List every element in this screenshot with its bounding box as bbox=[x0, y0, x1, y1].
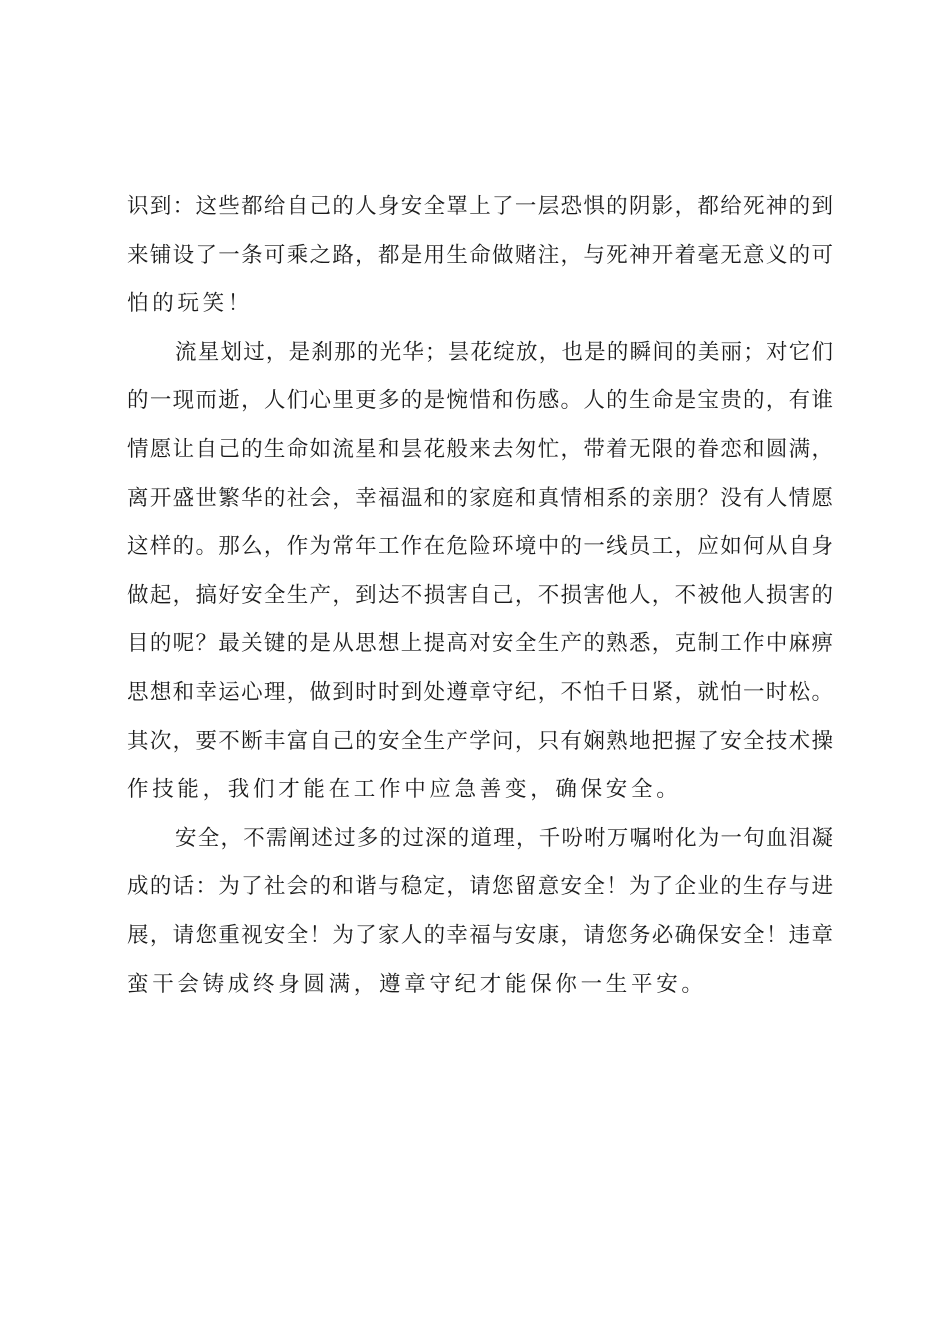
text-line: 识到：这些都给自己的人身安全罩上了一层恐惧的阴影，都给死神的到 bbox=[127, 194, 833, 219]
text-line: 目的呢？最关键的是从思想上提高对安全生产的熟悉，克制工作中麻痹 bbox=[127, 631, 833, 657]
text-line: 情愿让自己的生命如流星和昙花般来去匆忙，带着无限的眷恋和圆满， bbox=[127, 436, 833, 462]
text-line: 其次，要不断丰富自己的安全生产学问，只有娴熟地把握了安全技术操 bbox=[127, 728, 833, 754]
text-line: 的一现而逝，人们心里更多的是惋惜和伤感。人的生命是宝贵的，有谁 bbox=[127, 388, 833, 414]
text-line: 这样的。那么，作为常年工作在危险环境中的一线员工，应如何从自身 bbox=[127, 534, 833, 560]
text-line: 成的话：为了社会的和谐与稳定，请您留意安全！为了企业的生存与进 bbox=[127, 874, 833, 900]
text-line: 做起，搞好安全生产，到达不损害自己，不损害他人，不被他人损害的 bbox=[127, 582, 833, 608]
text-line: 离开盛世繁华的社会，幸福温和的家庭和真情相系的亲朋？没有人情愿 bbox=[127, 485, 833, 511]
paragraph-2 bbox=[127, 329, 833, 815]
paragraph-1 bbox=[127, 183, 833, 329]
text-line: 怕的玩笑！ bbox=[127, 291, 254, 317]
document-body bbox=[127, 183, 833, 1009]
text-line: 作技能，我们才能在工作中应急善变，确保安全。 bbox=[127, 777, 682, 803]
paragraph-3 bbox=[127, 815, 833, 1009]
text-line: 思想和幸运心理，做到时时到处遵章守纪，不怕千日紧，就怕一时松。 bbox=[127, 679, 833, 705]
text-line: 安全，不需阐述过多的过深的道理，千吩咐万嘱咐化为一句血泪凝 bbox=[175, 825, 833, 851]
text-line: 来铺设了一条可乘之路，都是用生命做赌注，与死神开着毫无意义的可 bbox=[127, 242, 833, 268]
text-line: 展，请您重视安全！为了家人的幸福与安康，请您务必确保安全！违章 bbox=[127, 922, 833, 948]
text-line: 流星划过，是刹那的光华；昙花绽放，也是的瞬间的美丽；对它们 bbox=[175, 339, 833, 365]
text-line: 蛮干会铸成终身圆满，遵章守纪才能保你一生平安。 bbox=[127, 971, 707, 997]
